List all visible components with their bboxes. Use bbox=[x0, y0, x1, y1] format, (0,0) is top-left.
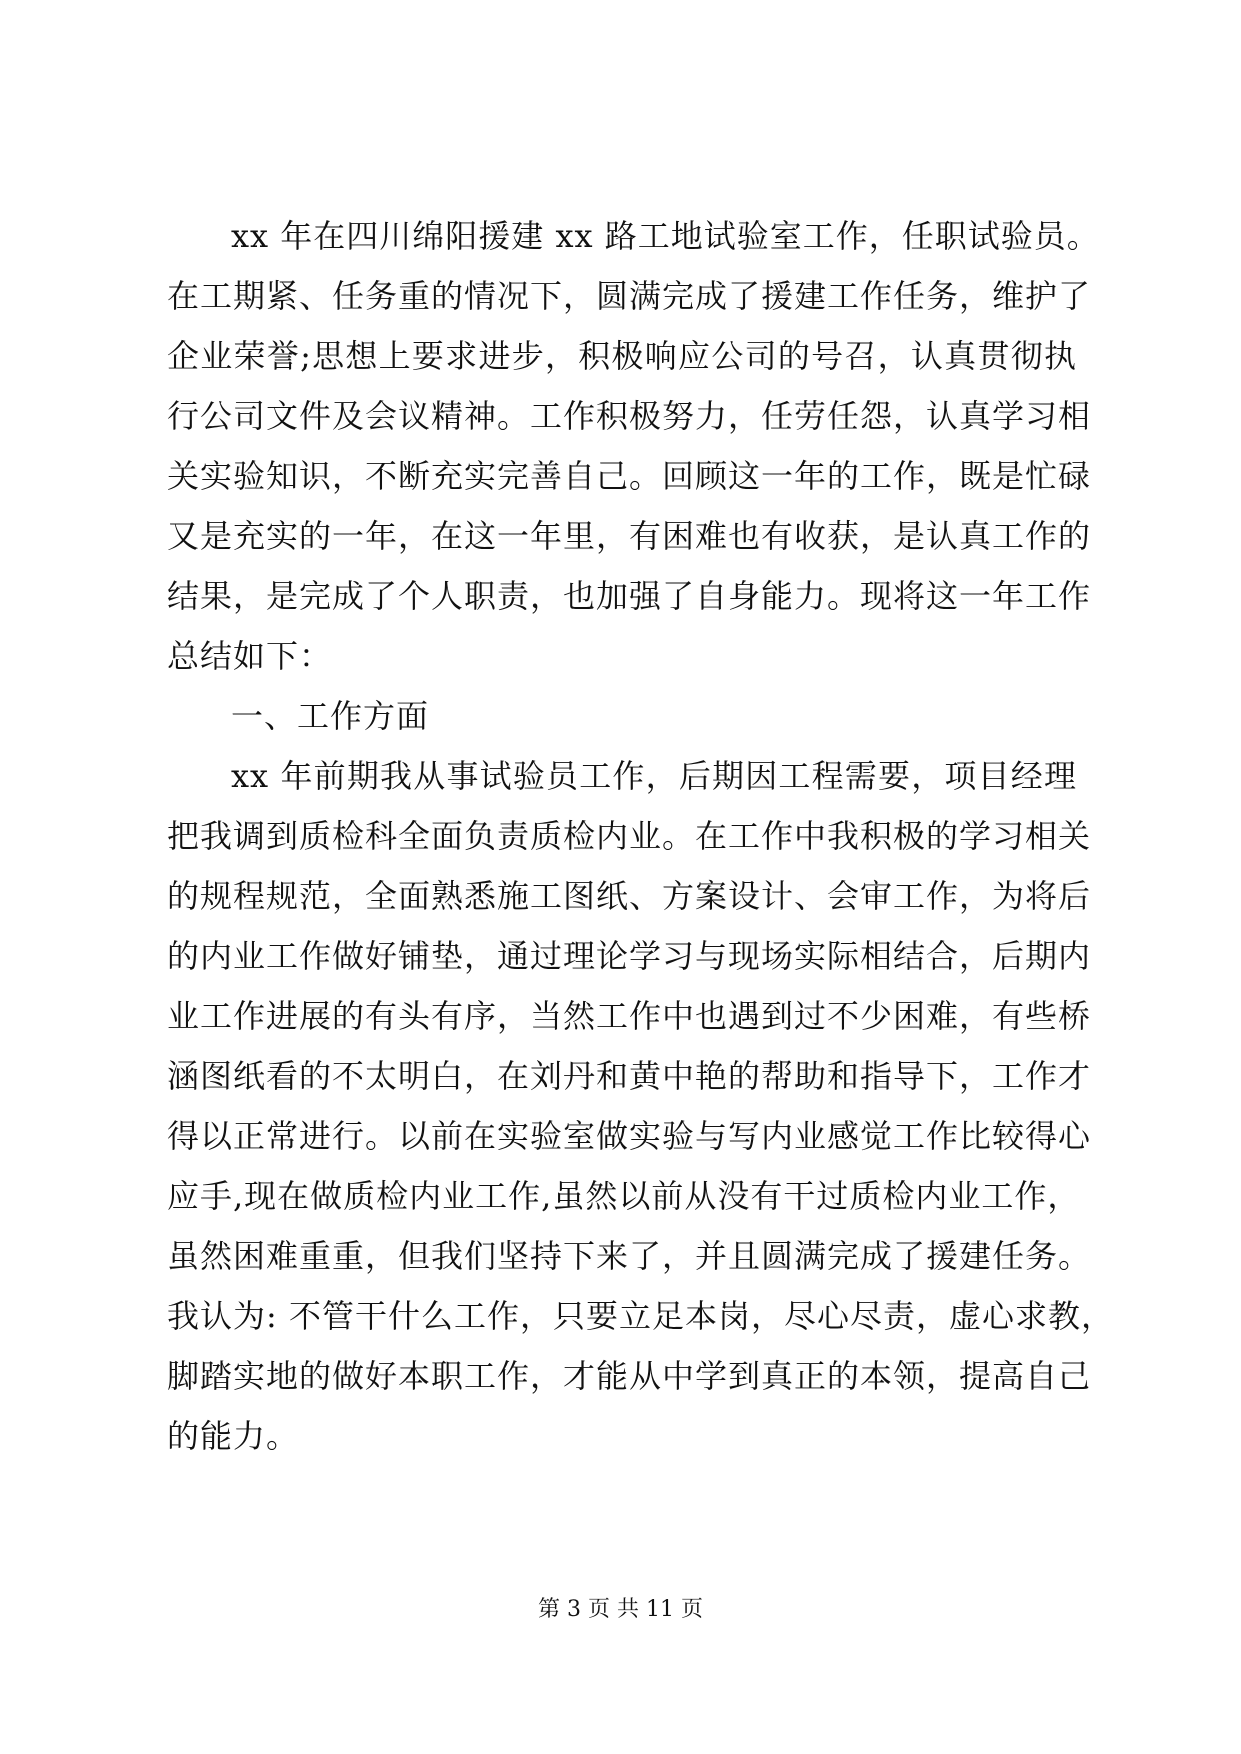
paragraph-1-line-3: 企业荣誉;思想上要求进步，积极响应公司的号召，认真贯彻执 bbox=[167, 337, 1077, 375]
paragraph-1-line-2: 在工期紧、任务重的情况下，圆满完成了援建工作任务，维护了 bbox=[167, 277, 1092, 315]
paragraph-2-line-2: 把我调到质检科全面负责质检内业。在工作中我积极的学习相关 bbox=[167, 817, 1092, 855]
paragraph-1-line-5: 关实验知识，不断充实完善自己。回顾这一年的工作，既是忙碌 bbox=[167, 457, 1092, 495]
paragraph-2-line-3: 的规程规范，全面熟悉施工图纸、方案设计、会审工作，为将后 bbox=[167, 877, 1092, 915]
page-number-footer: 第 3 页 共 11 页 bbox=[538, 1597, 703, 1622]
paragraph-1-line-4: 行公司文件及会议精神。工作积极努力，任劳任怨，认真学习相 bbox=[167, 397, 1092, 435]
paragraph-2-line-5: 业工作进展的有头有序，当然工作中也遇到过不少困难，有些桥 bbox=[167, 997, 1092, 1035]
paragraph-1-line-7: 结果，是完成了个人职责，也加强了自身能力。现将这一年工作 bbox=[167, 577, 1092, 615]
paragraph-2-line-9: 虽然困难重重，但我们坚持下来了，并且圆满完成了援建任务。 bbox=[167, 1237, 1092, 1275]
body-text bbox=[167, 206, 1114, 1466]
paragraph-2-line-12: 的能力。 bbox=[167, 1417, 300, 1455]
paragraph-2-line-4: 的内业工作做好铺垫，通过理论学习与现场实际相结合，后期内 bbox=[167, 937, 1092, 975]
paragraph-2-line-6: 涵图纸看的不太明白，在刘丹和黄中艳的帮助和指导下，工作才 bbox=[167, 1057, 1092, 1095]
paragraph-1-line-8: 总结如下： bbox=[167, 637, 333, 675]
paragraph-2-line-7: 得以正常进行。以前在实验室做实验与写内业感觉工作比较得心 bbox=[167, 1117, 1092, 1155]
paragraph-2-line-10: 我认为: 不管干什么工作，只要立足本岗，尽心尽责，虚心求教， bbox=[167, 1297, 1114, 1335]
paragraph-2-line-8: 应手,现在做质检内业工作,虽然以前从没有干过质检内业工作， bbox=[167, 1177, 1081, 1215]
section-heading: 一、工作方面 bbox=[231, 697, 430, 735]
paragraph-2-line-1: xx 年前期我从事试验员工作，后期因工程需要，项目经理 bbox=[231, 757, 1077, 795]
paragraph-1-line-6: 又是充实的一年，在这一年里，有困难也有收获，是认真工作的 bbox=[167, 517, 1092, 555]
paragraph-1-line-1: xx 年在四川绵阳援建 xx 路工地试验室工作，任职试验员。 bbox=[231, 217, 1100, 255]
paragraph-2-line-11: 脚踏实地的做好本职工作，才能从中学到真正的本领，提高自己 bbox=[167, 1357, 1092, 1395]
